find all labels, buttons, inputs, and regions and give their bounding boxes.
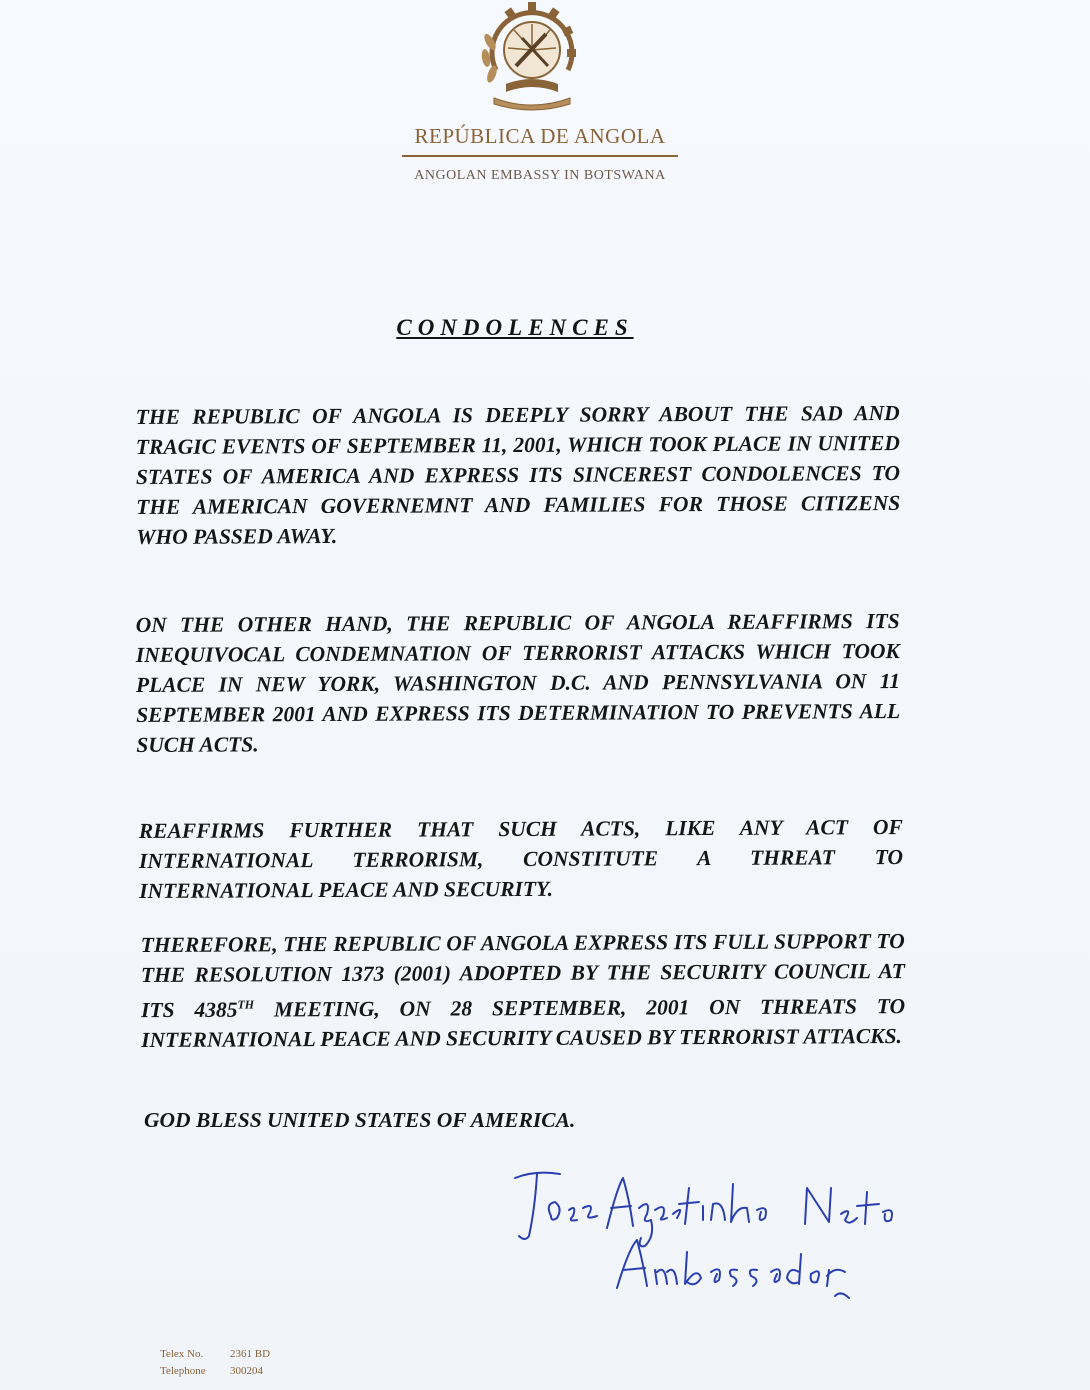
closing-line: GOD BLESS UNITED STATES OF AMERICA.: [144, 1108, 576, 1132]
telephone-value: 300204: [230, 1365, 263, 1377]
telex-label: Telex No.: [160, 1348, 204, 1360]
telephone-label: Telephone: [160, 1365, 206, 1377]
ambassador-signature: [505, 1158, 905, 1308]
paragraph-condolences: THE REPUBLIC OF ANGOLA IS DEEPLY SORRY ABOUT THE SAD AND TRAGIC EVENTS OF SEPTEMBER 11, 2001, WHICH TOOK PLACE IN UNITED STATES OF AMERICA AND EXPRESS ITS SINCEREST CONDOLENCES TO THE AMERICAN GOVERNEMNT AND FAMILIES FOR THOSE CITIZENS WHO PASSED AWAY.: [135, 401, 901, 549]
letterhead-divider: [402, 155, 678, 157]
letterhead-footer: [160, 1346, 270, 1380]
letterhead-embassy: ANGOLAN EMBASSY IN BOTSWANA: [414, 168, 666, 183]
document-title: CONDOLENCES: [396, 315, 634, 340]
angola-coat-of-arms-emblem: [476, 0, 588, 112]
telex-value: 2361 BD: [230, 1348, 271, 1360]
resolution-text-end: MEETING, ON 28 SEPTEMBER, 2001 ON THREATS TO INTERNATIONAL PEACE AND SECURITY CAUSED BY TERRORIST ATTACKS.: [141, 994, 906, 1053]
paragraph-condemnation: ON THE OTHER HAND, THE REPUBLIC OF ANGOLA REAFFIRMS ITS INEQUIVOCAL CONDEMNATION OF TERRORIST ATTACKS WHICH TOOK PLACE IN NEW YORK, WASHINGTON D.C. AND PENNSYLVANIA ON 11 SEPTEMBER 2001 AND EXPRESS ITS DETERMINATION TO PREVENTS ALL SUCH ACTS.: [135, 609, 901, 757]
ordinal-superscript: TH: [237, 997, 255, 1012]
paragraph-resolution-support: [141, 926, 906, 1055]
resolution-text-start: THEREFORE, THE REPUBLIC OF ANGOLA EXPRESS ITS FULL SUPPORT TO THE RESOLUTION 1373 (2001) ADOPTED BY THE SECURITY COUNCIL AT ITS 4385: [140, 929, 905, 1023]
footer-telephone-row: [160, 1363, 270, 1380]
paragraph-threat: REAFFIRMS FURTHER THAT SUCH ACTS, LIKE ANY ACT OF INTERNATIONAL TERRORISM, CONSTITUTE A THREAT TO INTERNATIONAL PEACE AND SECURITY.: [138, 815, 904, 903]
footer-telex-row: [160, 1346, 270, 1363]
letterhead-country: REPÚBLICA DE ANGOLA: [414, 124, 666, 148]
